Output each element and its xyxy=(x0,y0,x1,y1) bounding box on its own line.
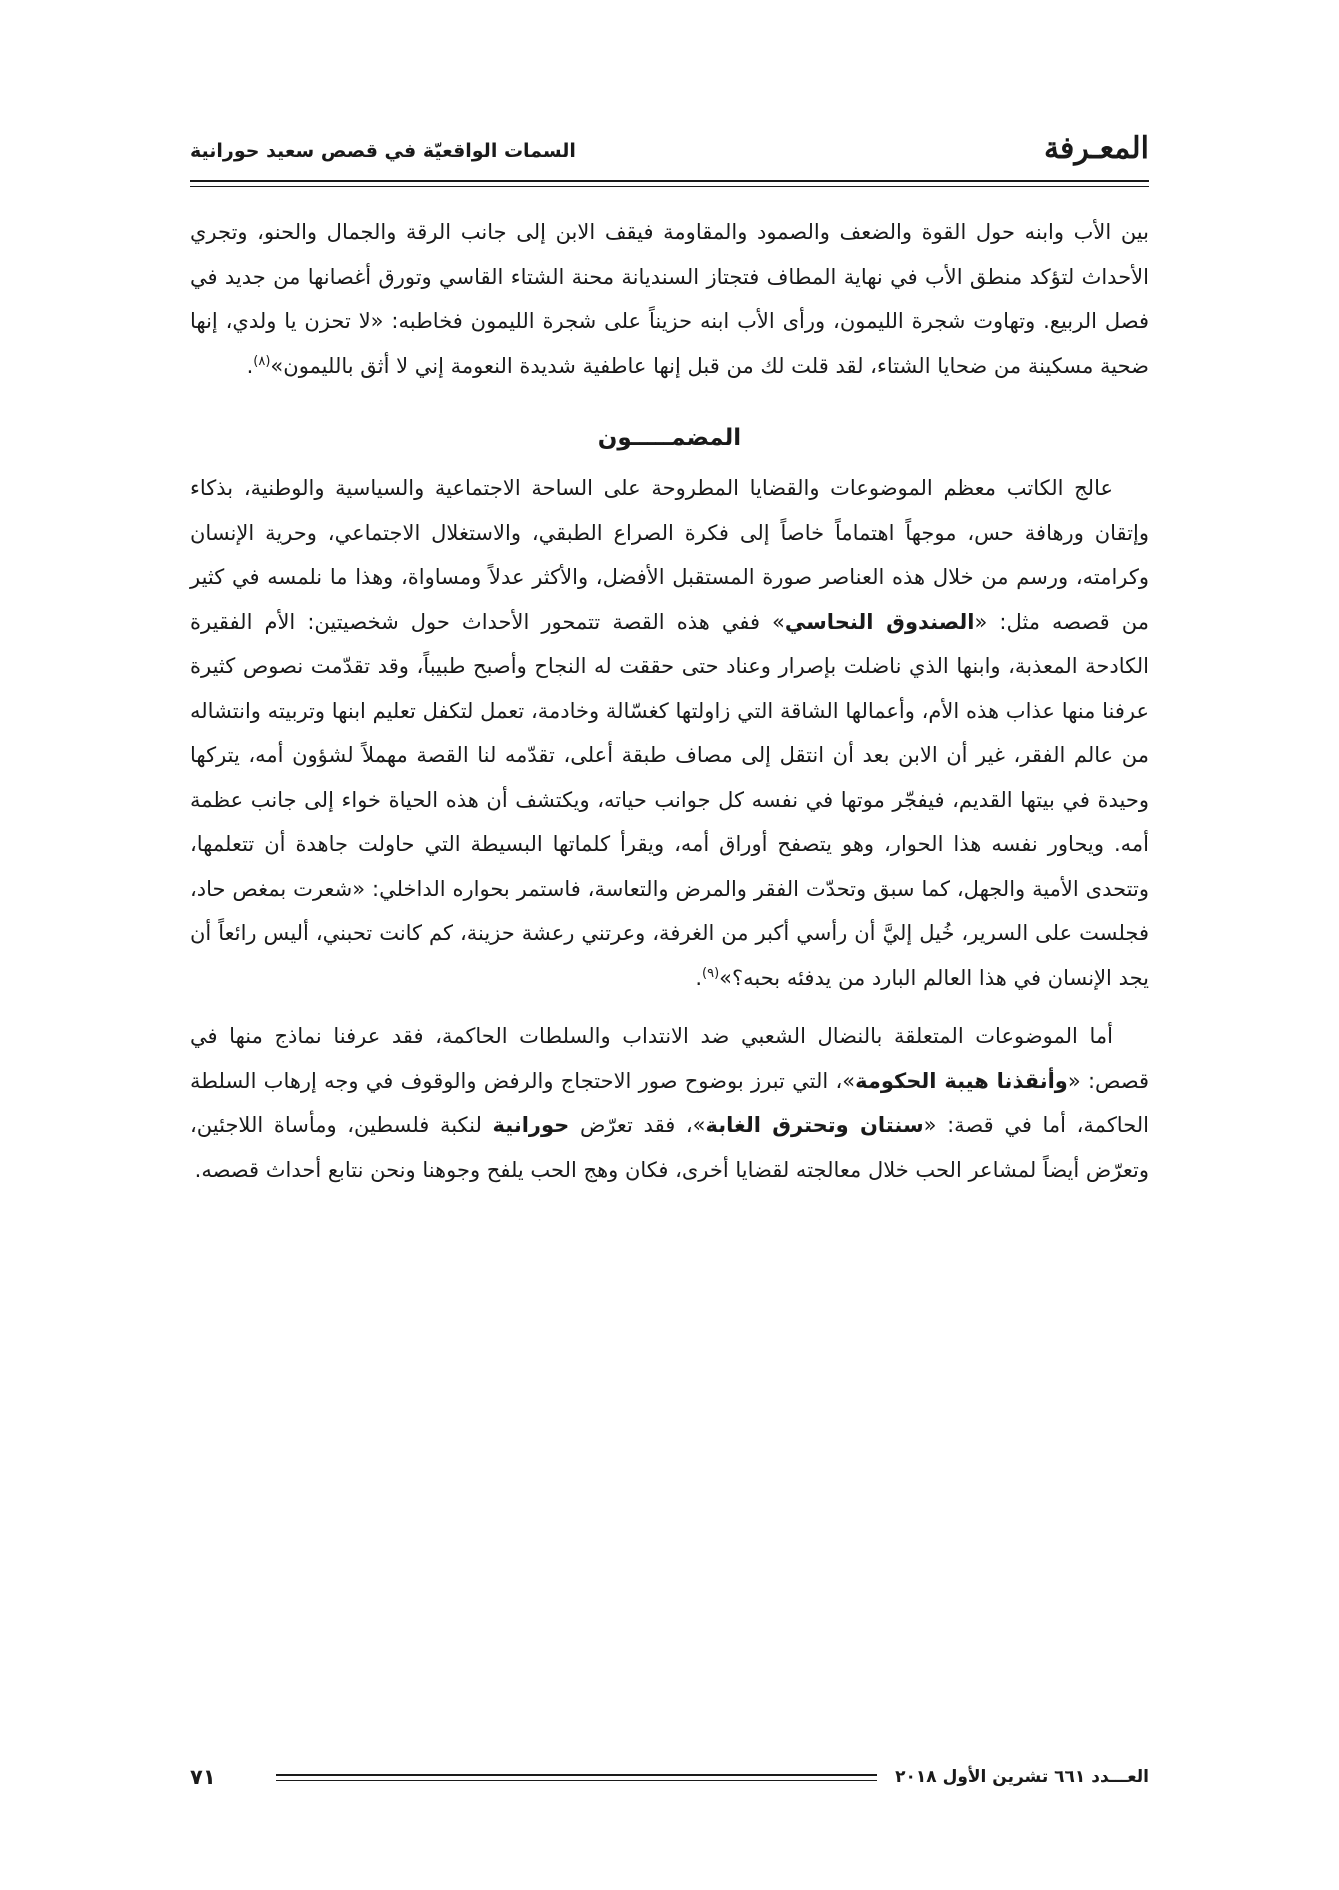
paragraph-intro xyxy=(190,210,1149,388)
story-title-forest-burns: سنتان وتحترق الغابة xyxy=(705,1113,924,1137)
paragraph-content-part1: عالج الكاتب معظم الموضوعات والقضايا المطروحة على الساحة الاجتماعية والسياسية والوطنية، بذكاء وإتقان ورهافة حس، موجهاً اهتماماً خاصاً إلى فكرة الصراع الطبقي، والاستغلال الاجتماعي، وحرية الإنسان وكرامته، ورسم من خلال هذه العناصر صورة المستقبل الأفضل، والأكثر عدلاً ومساواة، وهذا ما نلمسه في كثير من قصصه مثل: « xyxy=(190,476,1149,634)
paragraph-content xyxy=(190,466,1149,1000)
paragraph-gap xyxy=(190,1000,1149,1014)
paragraph-intro-text: بين الأب وابنه حول القوة والضعف والصمود والمقاومة فيقف الابن إلى جانب الرقة والجمال والحنو، وتجري الأحداث لتؤكد منطق الأب في نهاية المطاف فتجتاز السنديانة محنة الشتاء القاسي وتورق أغصانها من جديد في فصل الربيع. وتهاوت شجرة الليمون، ورأى الأب ابنه حزيناً على شجرة الليمون فخاطبه: «لا تحزن يا ولدي، إنها ضحية مسكينة من ضحايا الشتاء، لقد قلت لك من قبل إنها عاطفية شديدة النعومة إني لا أثق بالليمون» xyxy=(190,220,1149,378)
paragraph-content-end: . xyxy=(695,965,703,990)
article-body xyxy=(190,210,1149,1192)
footnote-ref-9: (٩) xyxy=(702,965,720,981)
author-name: حورانية xyxy=(492,1113,570,1137)
footnote-ref-8: (٨) xyxy=(253,353,271,369)
footer-rule xyxy=(276,1774,878,1781)
page-header xyxy=(190,118,1149,182)
story-title-copper-box: الصندوق النحاسي xyxy=(784,609,975,634)
paragraph-struggle-part4: لنكبة فلسطين، ومأساة اللاجئين، وتعرّض أيضاً لمشاعر الحب خلال معالجته لقضايا أخرى، فكان وهج الحب يلفح وجوهنا ونحن نتابع أحداث قصصه. xyxy=(190,1113,1149,1182)
paragraph-content-part2: » ففي هذه القصة تتمحور الأحداث حول شخصيتين: الأم الفقيرة الكادحة المعذبة، وابنها الذي ناضلت بإصرار وعناد حتى حققت له النجاح وأصبح طبيباً، وقد تقدّمت نصوص كثيرة عرفنا منها عذاب هذه الأم، وأعمالها الشاقة التي زاولتها كغسّالة وخادمة، تعمل لتكفل تعليم ابنها وتربيته وانتشاله من عالم الفقر، غير أن الابن بعد أن انتقل إلى مصاف طبقة أعلى، تقدّمه لنا القصة مهملاً لشؤون أمه، يتركها وحيدة في بيتها القديم، فيفجّر موتها في نفسه كل جوانب حياته، ويكتشف أن هذه الحياة خواء إلى جانب عظمة أمه. ويحاور نفسه هذا الحوار، وهو يتصفح أوراق أمه، ويقرأ كلماتها البسيطة التي حاولت جاهدة أن تتعلمها، وتتحدى الأمية والجهل، كما سبق وتحدّت الفقر والمرض والتعاسة، فاستمر بحواره الداخلي: «شعرت بمغص حاد، فجلست على السرير، خُيل إليَّ أن رأسي أكبر من الغرفة، وعرتني رعشة حزينة، كم كانت تحبني، أليس رائعاً أن يجد الإنسان في هذا العالم البارد من يدفئه بحبه؟» xyxy=(190,609,1149,990)
paragraph-struggle xyxy=(190,1014,1149,1192)
page-number: ٧١ xyxy=(190,1765,216,1789)
paragraph-intro-end: . xyxy=(246,353,254,378)
article-running-title: السمات الواقعيّة في قصص سعيد حورانية xyxy=(190,140,576,162)
paragraph-struggle-part3: »، فقد تعرّض xyxy=(569,1113,706,1137)
section-heading: المضمـــــون xyxy=(597,425,742,451)
story-title-government-prestige: وأنقذنا هيبة الحكومة xyxy=(855,1068,1068,1093)
issue-info: العـــدد ٦٦١ تشرين الأول ٢٠١٨ xyxy=(895,1767,1149,1787)
paragraph-struggle-part1: أما الموضوعات المتعلقة بالنضال الشعبي ضد الانتداب والسلطات الحاكمة، فقد عرفنا نماذج منها في قصص: « xyxy=(190,1024,1149,1093)
paragraph-struggle-part2: »، التي تبرز بوضوح صور الاحتجاج والرفض والوقوف في وجه إرهاب السلطة الحاكمة، أما في قصة: « xyxy=(190,1068,1149,1137)
page-footer xyxy=(190,1762,1149,1792)
header-divider xyxy=(190,186,1149,187)
magazine-logo: المعـرفة xyxy=(1043,131,1149,166)
